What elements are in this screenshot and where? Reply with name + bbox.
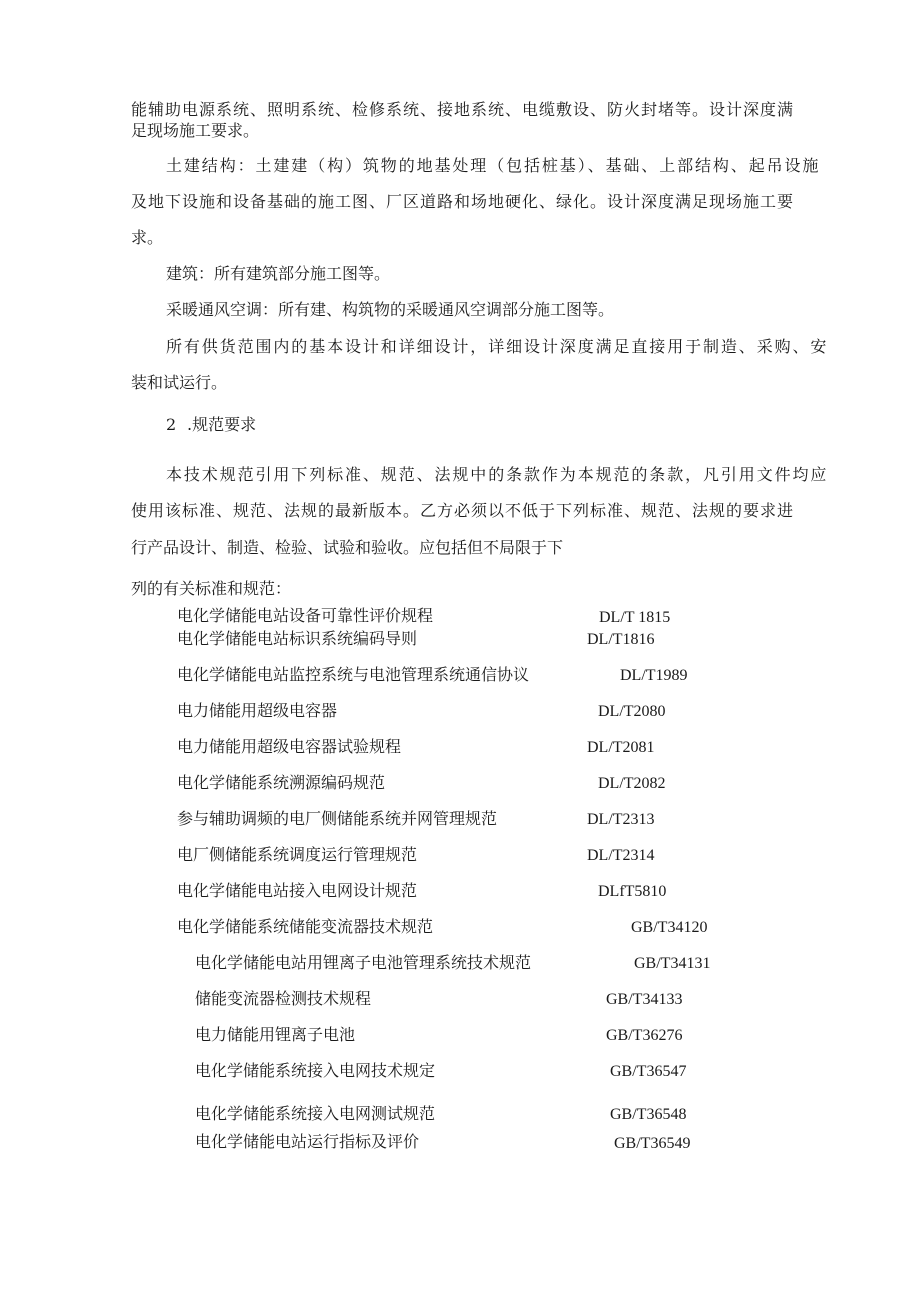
standard-name: 电力储能用超级电容器试验规程: [177, 737, 402, 756]
standard-name: 电化学储能系统溯源编码规范: [177, 773, 386, 792]
standard-code: GB/T34133: [606, 991, 683, 1008]
standard-code: GB/T36547: [610, 1063, 687, 1080]
standard-code: DL/T1989: [620, 667, 688, 684]
standard-code: GB/T36548: [610, 1106, 687, 1123]
standard-name: 电化学储能电站接入电网设计规范: [177, 881, 418, 900]
paragraph-line: 装和试运行。: [131, 373, 228, 392]
paragraph-line: 足现场施工要求。: [131, 121, 260, 140]
standard-name: 电化学储能电站运行指标及评价: [195, 1132, 420, 1151]
paragraph-line: 行产品设计、制造、检验、试验和验收。应包括但不局限于下: [131, 538, 564, 557]
paragraph-line: 使用该标准、规范、法规的最新版本。乙方必须以不低于下列标准、规范、法规的要求进: [131, 501, 795, 520]
standard-code: GB/T34131: [634, 955, 711, 972]
standard-code: GB/T36276: [606, 1027, 683, 1044]
paragraph-line: 采暖通风空调：所有建、构筑物的采暖通风空调部分施工图等。: [166, 300, 615, 319]
standard-name: 电厂侧储能系统调度运行管理规范: [177, 845, 418, 864]
section-number: 2: [166, 415, 177, 434]
standard-code: DL/T2313: [587, 811, 655, 828]
standard-name: 电力储能用锂离子电池: [195, 1025, 356, 1044]
standard-name: 参与辅助调频的电厂侧储能系统并网管理规范: [177, 809, 498, 828]
paragraph-line: 列的有关标准和规范：: [131, 579, 292, 598]
paragraph-line: 及地下设施和设备基础的施工图、厂区道路和场地硬化、绿化。设计深度满足现场施工要: [131, 192, 795, 211]
standard-name: 电化学储能系统储能变流器技术规范: [177, 917, 434, 936]
standard-code: GB/T34120: [631, 919, 708, 936]
standard-code: DL/T 1815: [599, 609, 671, 626]
standard-code: DL/T2082: [598, 775, 666, 792]
paragraph-line: 求。: [131, 228, 164, 247]
standard-name: 电化学储能系统接入电网技术规定: [195, 1061, 436, 1080]
paragraph-line: 能辅助电源系统、照明系统、检修系统、接地系统、电缆敷设、防火封堵等。设计深度满: [131, 100, 795, 119]
standard-code: DL/T2314: [587, 847, 655, 864]
paragraph-line: 所有供货范围内的基本设计和详细设计，详细设计深度满足直接用于制造、采购、安: [166, 337, 829, 356]
standard-name: 电化学储能电站监控系统与电池管理系统通信协议: [177, 665, 530, 684]
standard-code: DL/T2081: [587, 739, 655, 756]
standard-name: 电力储能用超级电容器: [177, 701, 338, 720]
standard-code: GB/T36549: [614, 1135, 691, 1152]
section-heading: .规范要求: [187, 415, 257, 434]
standard-name: 电化学储能电站标识系统编码导则: [177, 629, 418, 648]
standard-code: DL/T1816: [587, 631, 655, 648]
standard-name: 电化学储能电站设备可靠性评价规程: [177, 606, 434, 625]
standard-code: DLfT5810: [598, 883, 667, 900]
paragraph-line: 建筑：所有建筑部分施工图等。: [166, 264, 391, 283]
standard-code: DL/T2080: [598, 703, 666, 720]
standard-name: 储能变流器检测技术规程: [195, 989, 372, 1008]
standard-name: 电化学储能系统接入电网测试规范: [195, 1104, 436, 1123]
standard-name: 电化学储能电站用锂离子电池管理系统技术规范: [195, 953, 532, 972]
paragraph-line: 土建结构：土建建（构）筑物的地基处理（包括桩基）、基础、上部结构、起吊设施: [166, 156, 821, 175]
paragraph-line: 本技术规范引用下列标准、规范、法规中的条款作为本规范的条款，凡引用文件均应: [166, 465, 829, 484]
